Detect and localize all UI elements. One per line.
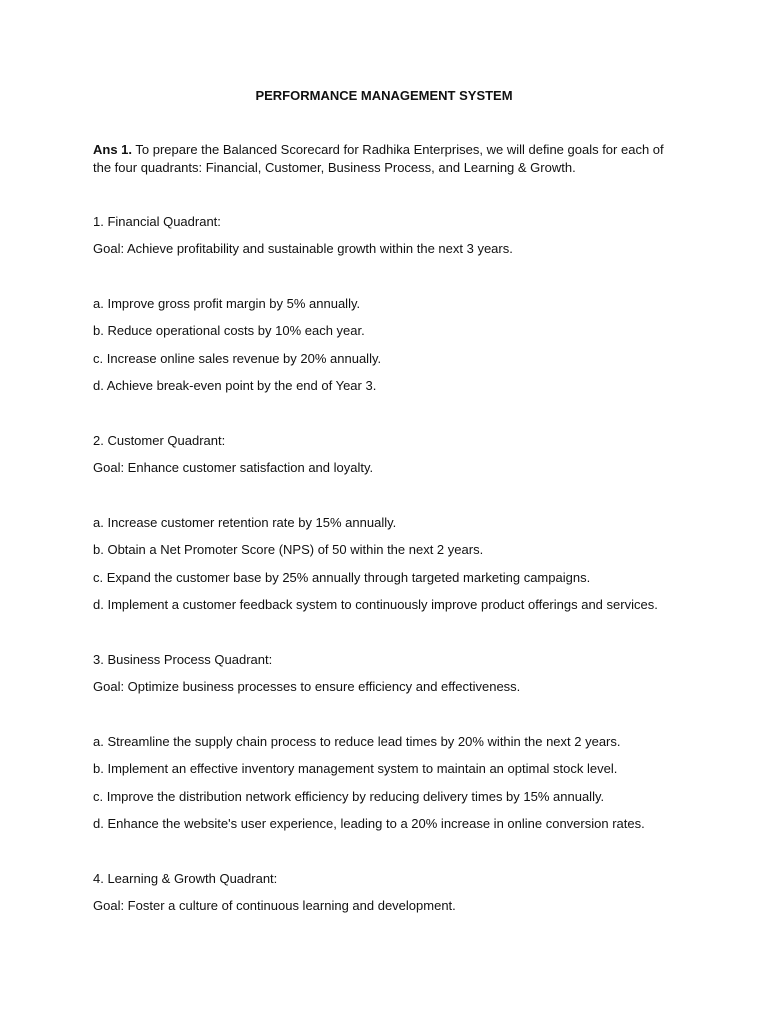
section-heading-learning-growth: 4. Learning & Growth Quadrant: <box>93 871 278 886</box>
section-goal-customer: Goal: Enhance customer satisfaction and loyalty. <box>93 460 374 475</box>
list-item: b. Obtain a Net Promoter Score (NPS) of 50 within the next 2 years. <box>93 542 484 557</box>
list-item: a. Improve gross profit margin by 5% annually. <box>93 296 361 311</box>
list-item: b. Reduce operational costs by 10% each year. <box>93 323 365 338</box>
section-heading-business-process: 3. Business Process Quadrant: <box>93 652 273 667</box>
list-item: c. Expand the customer base by 25% annually through targeted marketing campaigns. <box>93 570 591 585</box>
section-goal-business-process: Goal: Optimize business processes to ensure efficiency and effectiveness. <box>93 679 521 694</box>
list-item: c. Increase online sales revenue by 20% annually. <box>93 351 382 366</box>
list-item: d. Enhance the website's user experience, leading to a 20% increase in online conversion rates. <box>93 816 645 831</box>
list-item: d. Implement a customer feedback system to continuously improve product offerings and services. <box>93 597 658 612</box>
document-title: PERFORMANCE MANAGEMENT SYSTEM <box>255 88 513 103</box>
list-item: a. Increase customer retention rate by 15% annually. <box>93 515 397 530</box>
list-item: d. Achieve break-even point by the end of Year 3. <box>93 378 377 393</box>
section-goal-financial: Goal: Achieve profitability and sustainable growth within the next 3 years. <box>93 241 513 256</box>
section-heading-financial: 1. Financial Quadrant: <box>93 214 221 229</box>
intro-paragraph <box>93 141 673 177</box>
answer-label: Ans 1. <box>93 142 133 157</box>
list-item: a. Streamline the supply chain process to reduce lead times by 20% within the next 2 years. <box>93 734 621 749</box>
intro-text: To prepare the Balanced Scorecard for Radhika Enterprises, we will define goals for each of the four quadrants: Financial, Customer, Business Process, and Learning & Growth. <box>93 142 664 175</box>
section-heading-customer: 2. Customer Quadrant: <box>93 433 226 448</box>
section-goal-learning-growth: Goal: Foster a culture of continuous learning and development. <box>93 898 456 913</box>
list-item: b. Implement an effective inventory management system to maintain an optimal stock level. <box>93 761 618 776</box>
list-item: c. Improve the distribution network efficiency by reducing delivery times by 15% annually. <box>93 789 605 804</box>
